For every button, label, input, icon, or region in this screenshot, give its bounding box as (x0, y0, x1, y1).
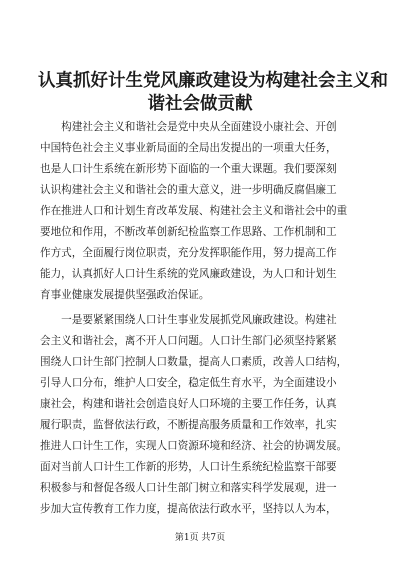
text-line: 中国特色社会主义事业新局面的全局出发提出的一项重大任务， (40, 142, 337, 154)
document-title (38, 70, 388, 116)
text-line: 作方式，全面履行岗位职责，充分发挥职能作用，努力提高工作 (40, 247, 337, 259)
text-line: 面对当前人口计生工作新的形势，人口计生系统纪检监察干部要 (40, 461, 337, 473)
text-line: 推进人口计生工作，实现人口资源环境和经济、社会的协调发展。 (40, 440, 348, 452)
text-line: 积极参与和督促各级人口计生部门树立和落实科学发展观，进一 (40, 482, 337, 494)
text-line: 认识构建社会主义和谐社会的重大意义，进一步明确反腐倡廉工 (40, 184, 337, 196)
paragraph-2 (40, 310, 362, 520)
text-line: 步加大宣传教育工作力度，提高依法行政水平，坚持以人为本， (40, 503, 337, 515)
text-line: 康社会，构建和谐社会创造良好人口环境的主要工作任务，认真 (40, 398, 337, 410)
text-line: 育事业健康发展提供坚强政治保证。 (40, 289, 210, 301)
title-line: 谐社会做贡献 (147, 94, 253, 114)
text-line: 能力，认真抓好人口计生系统的党风廉政建设，为人口和计划生 (40, 268, 337, 280)
text-line: 作在推进人口和计划生育改革发展、构建社会主义和谐社会中的重 (40, 205, 348, 217)
text-line: 引导人口分布，维护人口安全，稳定低生育水平，为全面建设小 (40, 377, 337, 389)
text-line: 一是要紧紧围绕人口计生事业发展抓党风廉政建设。构建社 (40, 314, 337, 326)
text-line: 围绕人口计生部门控制人口数量，提高人口素质，改善人口结构， (40, 356, 348, 368)
title-line: 认真抓好计生党风廉政建设为构建社会主义和 (38, 71, 388, 91)
text-line: 要地位和作用，不断改革创新纪检监察工作思路、工作机制和工 (40, 226, 337, 238)
page-number-footer: 第1页 共7页 (174, 533, 226, 543)
text-line: 也是人口计生系统在新形势下面临的一个重大课题。我们要深刻 (40, 163, 337, 175)
text-line: 履行职责，监督依法行政，不断提高服务质量和工作效率，扎实 (40, 419, 337, 431)
document-body (40, 117, 362, 524)
paragraph-1 (40, 117, 362, 306)
text-line: 构建社会主义和谐社会是党中央从全面建设小康社会、开创 (40, 121, 337, 133)
text-line: 会主义和谐社会，离不开人口问题。人口计生部门必须坚持紧紧 (40, 335, 337, 347)
